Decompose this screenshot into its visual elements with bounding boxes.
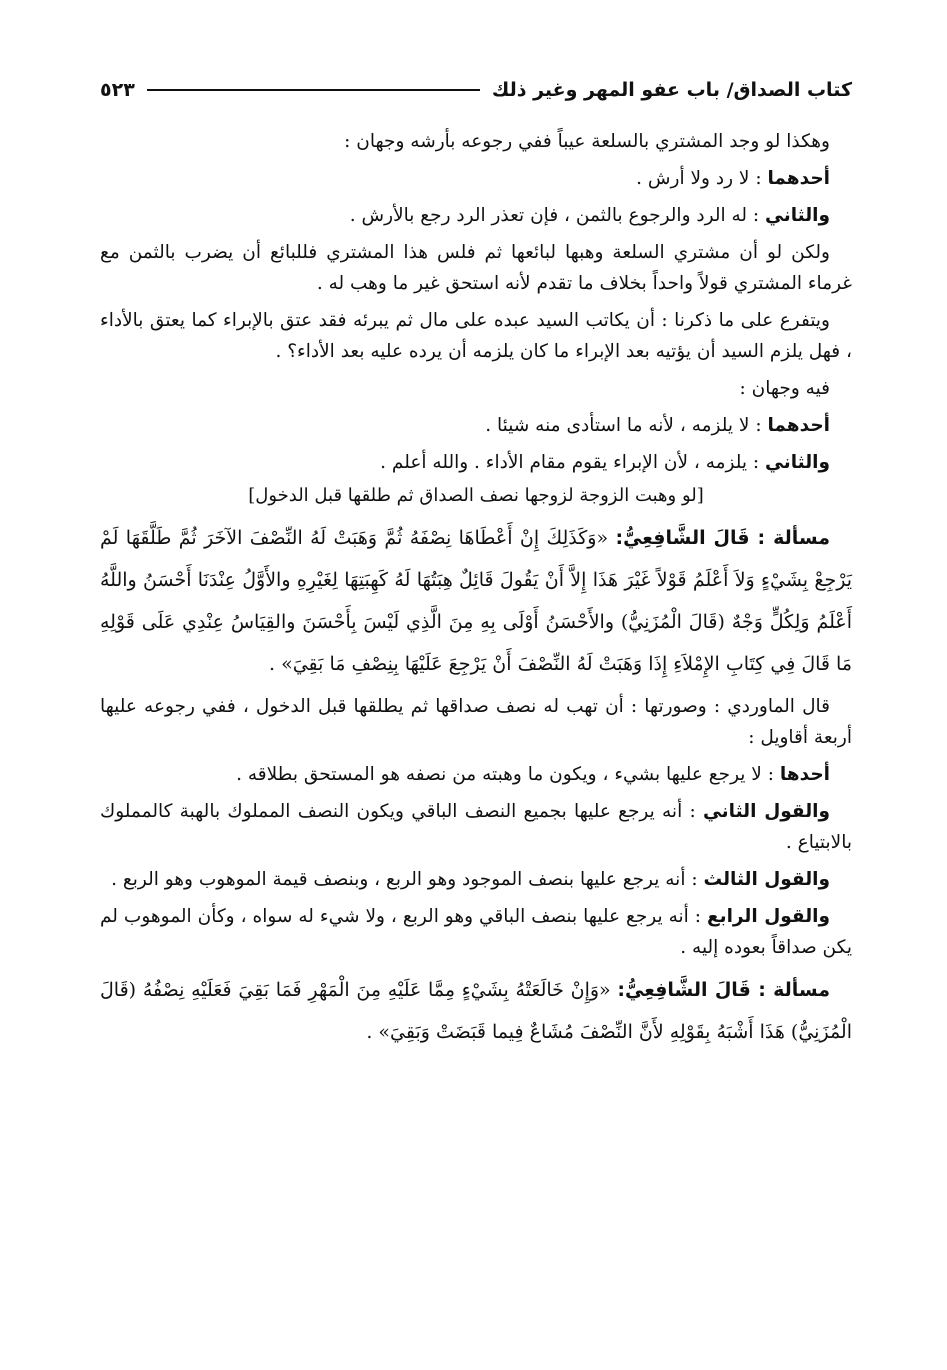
paragraph: أحدهما : لا يلزمه ، لأنه ما استأدى منه شيئا . — [485, 415, 830, 436]
paragraph: أحدهما : لا رد ولا أرش . — [636, 168, 830, 189]
paragraph: والثاني : له الرد والرجوع بالثمن ، فإن تعذر الرد رجع بالأرش . — [349, 205, 830, 226]
paragraph: وهكذا لو وجد المشتري بالسلعة عيباً ففي رجوعه بأرشه وجهان : — [344, 131, 830, 152]
header-rule — [147, 89, 480, 91]
paragraph: والقول الثاني : أنه يرجع عليها بجميع النصف الباقي ويكون النصف المملوك بالهبة كالمملوك بالابتياع . — [100, 801, 852, 853]
paragraph: والثاني : يلزمه ، لأن الإبراء يقوم مقام الأداء . والله أعلم . — [380, 452, 830, 473]
chapter-title: كتاب الصداق/ باب عفو المهر وغير ذلك — [491, 79, 852, 101]
paragraph: فيه وجهان : — [739, 378, 830, 399]
paragraph: ولكن لو أن مشتري السلعة وهبها لبائعها ثم فلس هذا المشتري فللبائع أن يضرب بالثمن مع غرماء المشتري قولاً واحداً بخلاف ما تقدم لأنه استحق غير ما وهب له . — [100, 242, 852, 294]
masala-paragraph: مسألة : قَالَ الشَّافِعِيُّ: «وَإِنْ خَالَعَتْهُ بِشَيْءٍ مِمَّا عَلَيْهِ مِنَ الْمَهْرِ فَمَا بَقِيَ فَعَلَيْهِ نِصْفُهُ (قَالَ الْمُزَنِيُّ) هَذَا أَشْبَهُ بِقَوْلِهِ لأَنَّ النِّصْفَ مُشَاعٌ فِيما قَبَضَتْ وَبَقِيَ» . — [100, 979, 852, 1043]
paragraph: ويتفرع على ما ذكرنا : أن يكاتب السيد عبده على مال ثم يبرئه فقد عتق بالإبراء كما يعتق بالأداء ، فهل يلزم السيد أن يؤتيه بعد الإبراء ما كان يلزمه أن يرده عليه بعد الأداء؟ . — [100, 310, 852, 362]
page-body — [100, 126, 852, 1059]
masala-paragraph: مسألة : قَالَ الشَّافِعِيُّ: «وَكَذَلِكَ إِنْ أَعْطَاهَا نِصْفَهُ ثُمَّ وَهَبَتْ لَهُ النِّصْفَ الآخَرَ ثُمَّ طَلَّقَهَا لَمْ يَرْجِعْ بِشَيْءٍ وَلاَ أَعْلَمُ قَوْلاً غَيْرَ هَذَا إِلاَّ أَنْ يَقُولَ قَائِلٌ هِبَتُهَا لَهُ كَهِبَتِهَا لِغَيْرِهِ والأَوَّلُ عِنْدَنَا أَحْسَنُ واللَّهُ أَعْلَمُ وَلِكُلٍّ وَجْهٌ (قَالَ الْمُزَنِيُّ) والأَحْسَنُ أَوْلَى بِهِ مِنَ الَّذِي لَيْسَ بِأَحْسَنَ والقِيَاسُ عِنْدِي عَلَى قَوْلِهِ مَا قَالَ فِي كِتَابِ الإِمْلاَءِ إِذَا وَهَبَتْ لَهُ النِّصْفَ أَنْ يَرْجِعَ عَلَيْهَا بِنِصْفِ مَا بَقِيَ» . — [100, 527, 852, 675]
page-number: ٥٢٣ — [100, 79, 135, 101]
running-header — [100, 74, 852, 106]
section-heading: [لو وهبت الزوجة لزوجها نصف الصداق ثم طلقها قبل الدخول] — [248, 485, 704, 506]
paragraph: والقول الثالث : أنه يرجع عليها بنصف الموجود وهو الربع ، وبنصف قيمة الموهوب وهو الربع . — [111, 869, 830, 890]
paragraph: والقول الرابع : أنه يرجع عليها بنصف الباقي وهو الربع ، ولا شيء له سواه ، وكأن الموهوب لم يكن صداقاً بعوده إليه . — [100, 906, 852, 958]
paragraph: قال الماوردي : وصورتها : أن تهب له نصف صداقها ثم يطلقها قبل الدخول ، ففي رجوعه عليها أربعة أقاويل : — [100, 696, 852, 748]
paragraph: أحدها : لا يرجع عليها بشيء ، ويكون ما وهبته من نصفه هو المستحق بطلاقه . — [236, 764, 830, 785]
